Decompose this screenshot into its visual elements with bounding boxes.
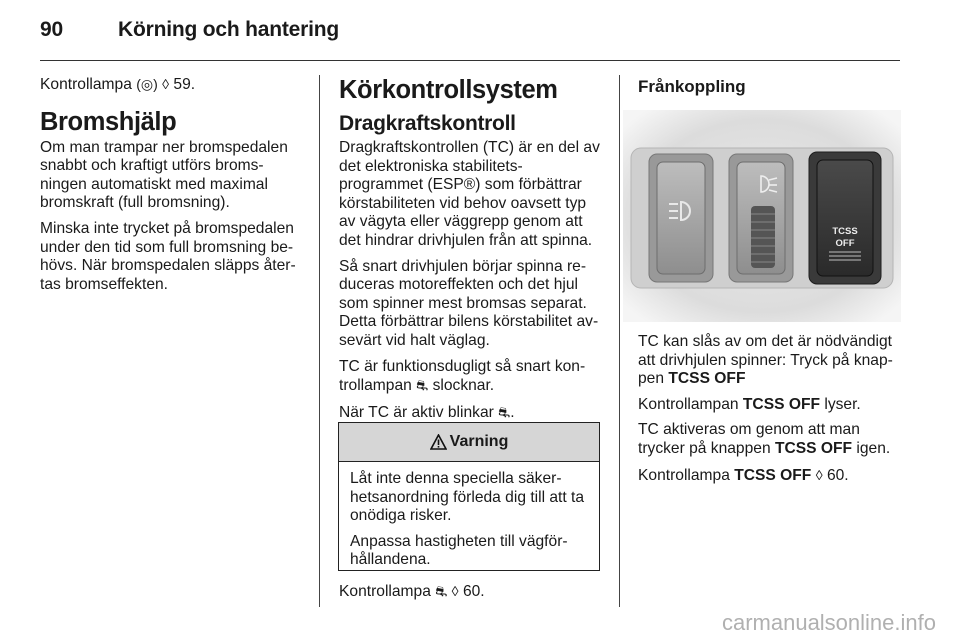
section-heading-bromshjalp: Bromshjälp [40, 107, 177, 136]
warning-text-2: Anpassa hastigheten till vägför-hållandena. [350, 532, 568, 569]
subheading-frankoppling: Frånkoppling [638, 77, 746, 96]
column-divider [319, 75, 320, 607]
warning-body [339, 462, 599, 570]
subheading-dragkraftskontroll: Dragkraftskontroll [339, 112, 516, 135]
traction-control-lamp-icon: ⛐ [435, 583, 448, 599]
section-heading-korkontrollsystem: Körkontrollsystem [339, 76, 558, 104]
tcss-label-line2: OFF [835, 238, 855, 249]
tc-paragraph-1: Dragkraftskontrollen (TC) är en del av det elektroniska stabilitets-programmet (ESP®) som förbättrar körstabiliteten vid behov oavsett typ av vägyta eller väggrepp genom att det hindrar drivhjulen från att spinna. [339, 139, 600, 249]
middle-footer: Kontrollampa ⛐ ◊ 60. [339, 583, 485, 600]
bromshjalp-paragraph-2: Minska inte trycket på bromspedalen under den tid som full bromsning be-hövs. När bromspedalen släpps åter-tas bromseffekten. [40, 219, 296, 293]
middle-column [339, 75, 604, 429]
watermark: carmanualsonline.info [721, 610, 936, 635]
tcss-label-line1: TCSS [832, 226, 858, 237]
frankoppling-paragraph-3: TC aktiveras om genom att man trycker på knappen TCSS OFF igen. [638, 421, 891, 457]
page-number: 90 [40, 18, 63, 41]
tc-paragraph-4: När TC är aktiv blinkar ⛐. [339, 403, 515, 421]
header-rule [40, 60, 900, 61]
right-column-text [638, 333, 903, 492]
page-reference-icon: ◊ [451, 583, 459, 599]
warning-triangle-icon [430, 434, 447, 450]
adjustment-wheel-icon [751, 206, 775, 268]
right-column [638, 78, 903, 97]
tc-paragraph-2: Så snart drivhjulen börjar spinna re-duceras motoreffekten och det hjul som spinner mest bromsas separat. Detta förbättrar bilens körstabilitet av-sevärt vid halt väglag. [339, 257, 599, 349]
bromshjalp-paragraph-1: Om man trampar ner bromspedalen snabbt och kraftigt utförs broms-ningen automatiskt med maximal bromskraft (full bromsning). [40, 138, 288, 212]
warning-text-1: Låt inte denna speciella säker-hetsanordning förleda dig till att ta onödiga risker. [350, 470, 585, 525]
warning-title: Varning [449, 433, 509, 450]
traction-control-lamp-icon: ⛐ [498, 403, 511, 420]
warning-header [339, 423, 599, 462]
column-divider [619, 75, 620, 607]
frankoppling-paragraph-1: TC kan slås av om det är nödvändigt att drivhjulen spinner: Tryck på knap-pen TCSS OFF [638, 333, 893, 388]
page-reference-icon: ◊ [815, 466, 823, 483]
brake-assist-lamp-icon: (◎) [136, 76, 158, 92]
tc-paragraph-3: TC är funktionsdugligt så snart kon-trollampan ⛐ slocknar. [339, 357, 586, 395]
tcss-switch-photo [623, 110, 901, 322]
frankoppling-paragraph-4: Kontrollampa TCSS OFF ◊ 60. [638, 466, 849, 484]
indicator-grid-icon [829, 251, 861, 261]
warning-box [338, 422, 600, 571]
frankoppling-paragraph-2: Kontrollampan TCSS OFF lyser. [638, 395, 861, 413]
page-reference-icon: ◊ [162, 76, 170, 92]
left-column [40, 75, 308, 301]
intro-ref: 59. [173, 76, 196, 93]
intro-text: Kontrollampa [40, 76, 132, 93]
traction-control-lamp-icon: ⛐ [416, 377, 429, 394]
chapter-title: Körning och hantering [118, 18, 339, 41]
